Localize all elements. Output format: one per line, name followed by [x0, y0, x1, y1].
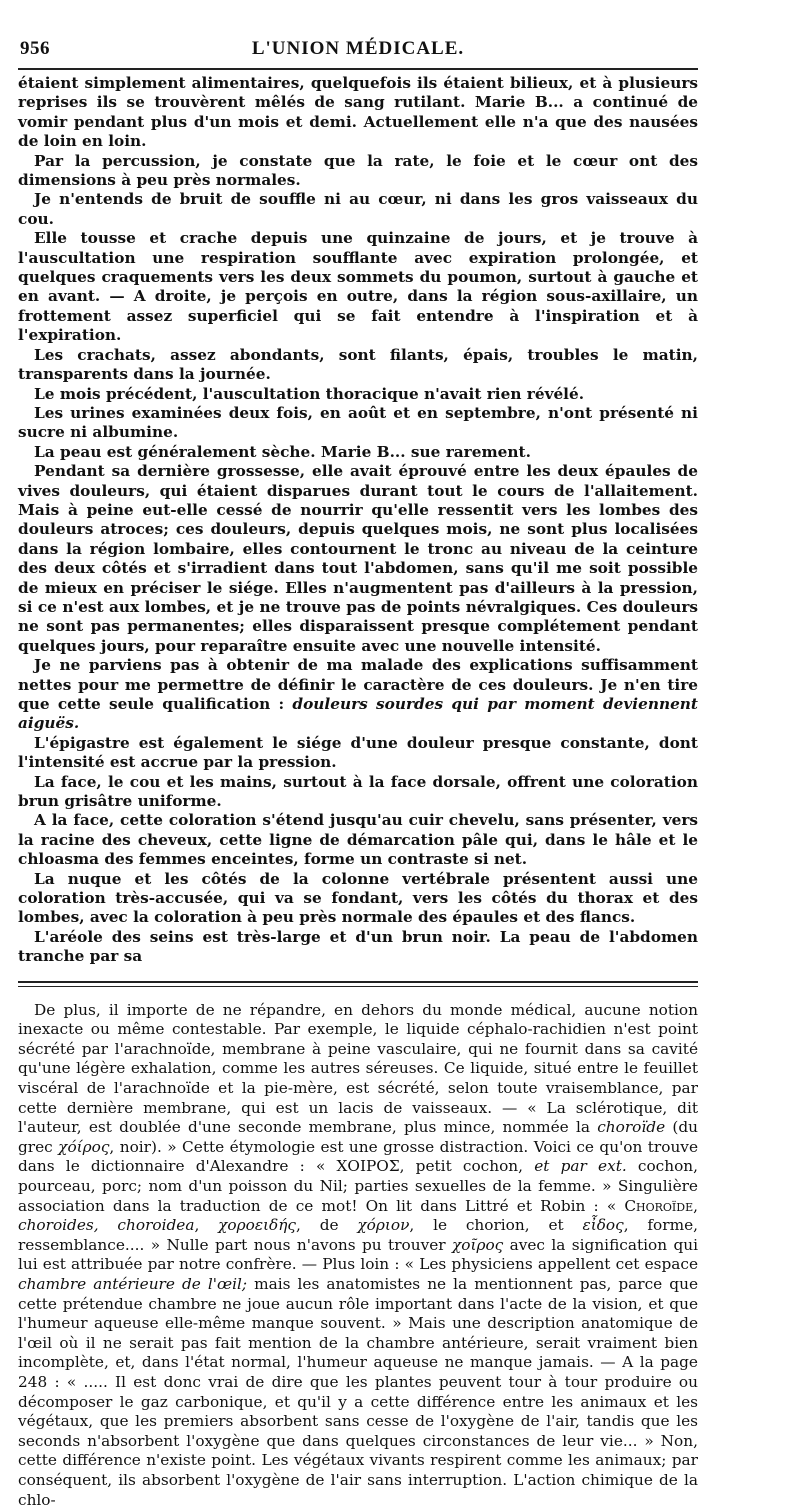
text-span: , de — [296, 1216, 358, 1235]
paragraph — [18, 656, 698, 734]
text-span: , le chorion, et — [409, 1216, 583, 1235]
greek-term: εἶδος — [582, 1216, 624, 1235]
feuilleton-divider — [18, 981, 698, 987]
paragraph: La face, le cou et les mains, surtout à la face dorsale, offrent une coloration brun grisâtre uniforme. — [18, 772, 698, 811]
text-span: avec la signification qui lui est attribuée par notre confrère. — Plus loin : « Les physiciens appellent cet espace — [18, 1235, 698, 1274]
greek-term: χόίρος — [58, 1137, 110, 1156]
paragraph: étaient simplement alimentaires, quelquefois ils étaient bilieux, et à plusieurs reprises ils se trouvèrent mêlés de sang rutilant. Marie B... a continué de vomir pendant plus d'un mois et demi. Actuellement elle n'a que des nausées de loin en loin. — [18, 74, 698, 151]
paragraph: La peau est généralement sèche. Marie B... sue rarement. — [34, 442, 531, 461]
italic-term: et par ext. — [534, 1157, 627, 1176]
paragraph: Par la percussion, je constate que la rate, le foie et le cœur ont des dimensions à peu près normales. — [18, 151, 698, 190]
text-span: (du grec — [18, 1118, 698, 1156]
text-span: , — [693, 1196, 698, 1215]
text-span: Je ne parviens pas à obtenir de ma malade des explications suffisamment nettes pour me permettre de définir le caractère de ces douleurs. Je n'en tire que cette seule qualification : — [18, 656, 698, 713]
text-span: , noir). » Cette étymologie est une grosse distraction. Voici ce qu'on trouve dans le dictionnaire d'Alexandre : « — [18, 1137, 698, 1176]
paragraph: Je n'entends de bruit de souffle ni au cœur, ni dans les gros vaisseaux du cou. — [18, 190, 698, 228]
greek-caps-term: ΧΟΙΡΟΣ — [336, 1157, 400, 1176]
page-header — [18, 38, 698, 70]
main-article — [18, 74, 698, 967]
paragraph: Le mois précédent, l'auscultation thoracique n'avait rien révélé. — [34, 384, 585, 403]
paragraph — [18, 1001, 698, 1510]
paragraph: A la face, cette coloration s'étend jusqu'au cuir chevelu, sans présenter, vers la racine des cheveux, cette ligne de démarcation pâle qui, dans le hâle et le chloasma des femmes enceintes, forme un contraste si net. — [18, 811, 698, 869]
page-number: 956 — [20, 38, 50, 59]
italic-term: chambre antérieure de l'œil; — [18, 1275, 248, 1293]
text-span: De plus, il importe de ne répandre, en dehors du monde médical, aucune notion inexacte ou même contestable. Par exemple, le liquide céphalo-rachidien n'est point sécrété par l'arachnoïde, membrane à peine vasculaire, qui ne fournit dans sa cavité qu'une légère exhalation, comme les autres séreuses. Ce liquide, situé entre le feuillet viscéral de l'arachnoïde et la pie-mère, est sécrété, selon toute vraisemblance, par cette dernière membrane, qui est un lacis de vaisseaux. — « La sclérotique, dit l'auteur, est doublée d'une seconde membrane, plus mince, nommée la — [18, 1000, 698, 1137]
smallcaps-term: Choroïde — [624, 1196, 694, 1215]
italic-term: choroïde — [597, 1118, 666, 1137]
paragraph: Elle tousse et crache depuis une quinzaine de jours, et je trouve à l'auscultation une respiration soufflante avec expiration prolongée, et quelques craquements vers les deux sommets du poumon, surtout à gauche et en avant. — A droite, je perçois en outre, dans la région sous-axillaire, un frottement assez superficiel qui se fait entendre à l'inspiration et à l'expiration. — [18, 229, 698, 345]
journal-title: L'UNION MÉDICALE. — [251, 38, 465, 59]
paragraph: Pendant sa dernière grossesse, elle avait éprouvé entre les deux épaules de vives douleurs, qui étaient disparues durant tout le cours de l'allaitement. Mais à peine eut-elle cessé de nourrir qu'elle ressentit vers les lombes des douleurs atroces; ces douleurs, depuis quelques mois, ne sont plus localisées dans la région lombaire, elles contournent le tronc au niveau de la ceinture des deux côtés et s'irradient dans tout l'abdomen, sans qu'il me soit possible de mieux en préciser le siége. Elles n'augmentent pas d'ailleurs à la pression, si ce n'est aux lombes, et je ne trouve pas de points névralgiques. Ces douleurs ne sont pas permanentes; elles disparaissent presque complétement pendant quelques jours, pour reparaître ensuite avec une nouvelle intensité. — [18, 462, 698, 655]
paragraph: L'épigastre est également le siége d'une douleur presque constante, dont l'intensité est accrue par la pression. — [18, 733, 698, 772]
italic-term: choroides, choroidea — [18, 1216, 195, 1235]
text-span: mais les anatomistes ne la mentionnent pas, parce que cette prétendue chambre ne joue aucun rôle important dans l'acte de la vision, et que l'humeur aqueuse elle-même manque souvent. » Mais une description anatomique de l'œil où il ne serait pas fait mention de la chambre antérieure, serait vraiment bien incomplète, et, dans l'état normal, l'humeur aqueuse ne manque jamais. — A la page 248 : « ..... Il est donc vrai de dire que les plantes peuvent tour à tour produire ou décomposer le gaz carbonique, et qu'il y a cette différence entre les animaux et les végétaux, que les premiers absorbent sans cesse de l'oxygène de l'air, tandis que les seconds n'absorbent l'oxygène que dans quelques circonstances de leur vie... » Non, cette différence n'existe point. Les végétaux vivants respirent comme les animaux; par conséquent, ils absorbent l'oxygène de l'air sans interruption. L'action chimique de la chlo- — [18, 1275, 698, 1509]
paragraph: La nuque et les côtés de la colonne vertébrale présentent aussi une coloration très-accusée, qui va se fondant, vers les côtés du thorax et des lombes, avec la coloration à peu près normale des épaules et des flancs. — [18, 869, 698, 927]
paragraph: Les crachats, assez abondants, sont filants, épais, troubles le matin, transparents dans la journée. — [18, 345, 698, 384]
italic-quote: douleurs sourdes qui par moment deviennent aiguës. — [18, 695, 698, 733]
paragraph: L'aréole des seins est très-large et d'un brun noir. La peau de l'abdomen tranche par sa — [18, 927, 698, 966]
text-span: cochon, pourceau, porc; nom d'un poisson du Nil; parties sexuelles de la femme. » Singulière association dans la traduction de ce mot! On lit dans Littré et Robin : « — [18, 1157, 699, 1215]
paragraph: Les urines examinées deux fois, en août et en septembre, n'ont présenté ni sucre ni albumine. — [18, 403, 698, 442]
text-span: , forme, ressemblance.... » Nulle part nous n'avons pu trouver — [18, 1216, 698, 1254]
greek-term: χοῖρος — [451, 1235, 504, 1254]
greek-term: χόριον — [357, 1216, 410, 1235]
greek-term: χοροειδής — [218, 1216, 296, 1235]
feuilleton-section — [18, 1001, 698, 1510]
text-span: , — [194, 1216, 219, 1235]
text-span: , petit cochon, — [399, 1157, 535, 1176]
